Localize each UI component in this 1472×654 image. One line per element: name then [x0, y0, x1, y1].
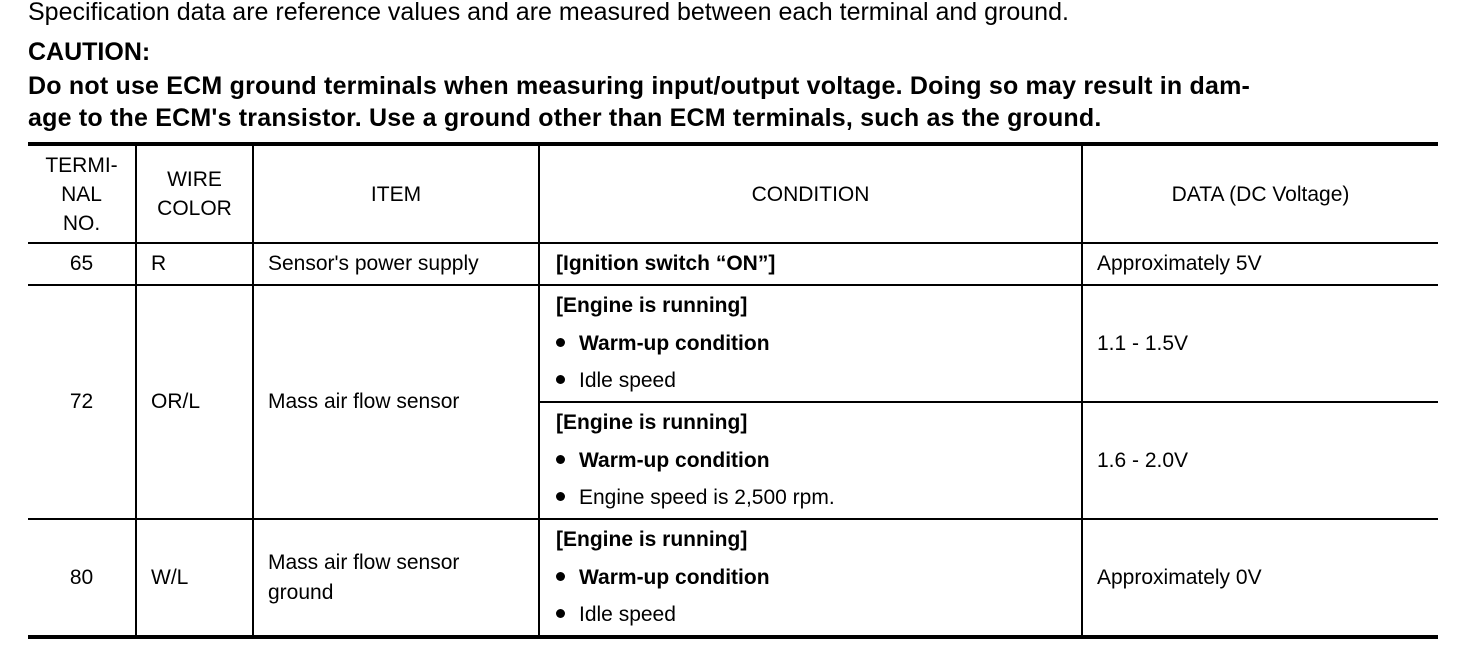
condition-bullet: Engine speed is 2,500 rpm.	[556, 479, 1067, 517]
wire-color: OR/L	[136, 285, 253, 519]
table-row	[28, 285, 1438, 402]
header-item: ITEM	[253, 144, 539, 243]
condition-cell	[539, 519, 1082, 637]
condition-bullet: Warm-up condition	[556, 442, 1067, 480]
condition-bullet: Idle speed	[556, 362, 1067, 400]
terminal-spec-table	[28, 142, 1438, 639]
condition-cell	[539, 402, 1082, 519]
item-cell: Mass air flow sensor ground	[253, 519, 539, 637]
header-wire-color: WIRE COLOR	[136, 144, 253, 243]
data-cell: Approximately 0V	[1082, 519, 1438, 637]
caution-text	[28, 70, 1448, 134]
caution-line-1: Do not use ECM ground terminals when measuring input/output voltage. Doing so may result in dam-	[28, 72, 1251, 100]
table-row	[28, 243, 1438, 285]
condition-cell	[539, 243, 1082, 285]
table-row	[28, 519, 1438, 637]
header-data: DATA (DC Voltage)	[1082, 144, 1438, 243]
terminal-number: 80	[28, 519, 136, 637]
caution-heading: CAUTION:	[28, 38, 151, 66]
terminal-number: 72	[28, 285, 136, 519]
condition-bullet: Warm-up condition	[556, 325, 1067, 363]
condition-header: [Ignition switch “ON”]	[556, 252, 776, 276]
terminal-number: 65	[28, 243, 136, 285]
wire-color: W/L	[136, 519, 253, 637]
header-condition: CONDITION	[539, 144, 1082, 243]
data-cell: Approximately 5V	[1082, 243, 1438, 285]
data-cell: 1.6 - 2.0V	[1082, 402, 1438, 519]
caution-line-2: age to the ECM's transistor. Use a ground other than ECM terminals, such as the ground.	[28, 104, 1102, 132]
condition-bullet: Idle speed	[556, 596, 1067, 634]
header-terminal-no: TERMI- NAL NO.	[28, 144, 136, 243]
wire-color: R	[136, 243, 253, 285]
item-cell: Sensor's power supply	[253, 243, 539, 285]
condition-header: [Engine is running]	[556, 528, 748, 552]
table-header-row	[28, 144, 1438, 243]
data-cell: 1.1 - 1.5V	[1082, 285, 1438, 402]
item-cell: Mass air flow sensor	[253, 285, 539, 519]
condition-cell	[539, 285, 1082, 402]
condition-header: [Engine is running]	[556, 411, 748, 435]
intro-text: Specification data are reference values and are measured between each terminal and ground.	[28, 0, 1069, 26]
condition-header: [Engine is running]	[556, 294, 748, 318]
condition-bullet: Warm-up condition	[556, 559, 1067, 597]
